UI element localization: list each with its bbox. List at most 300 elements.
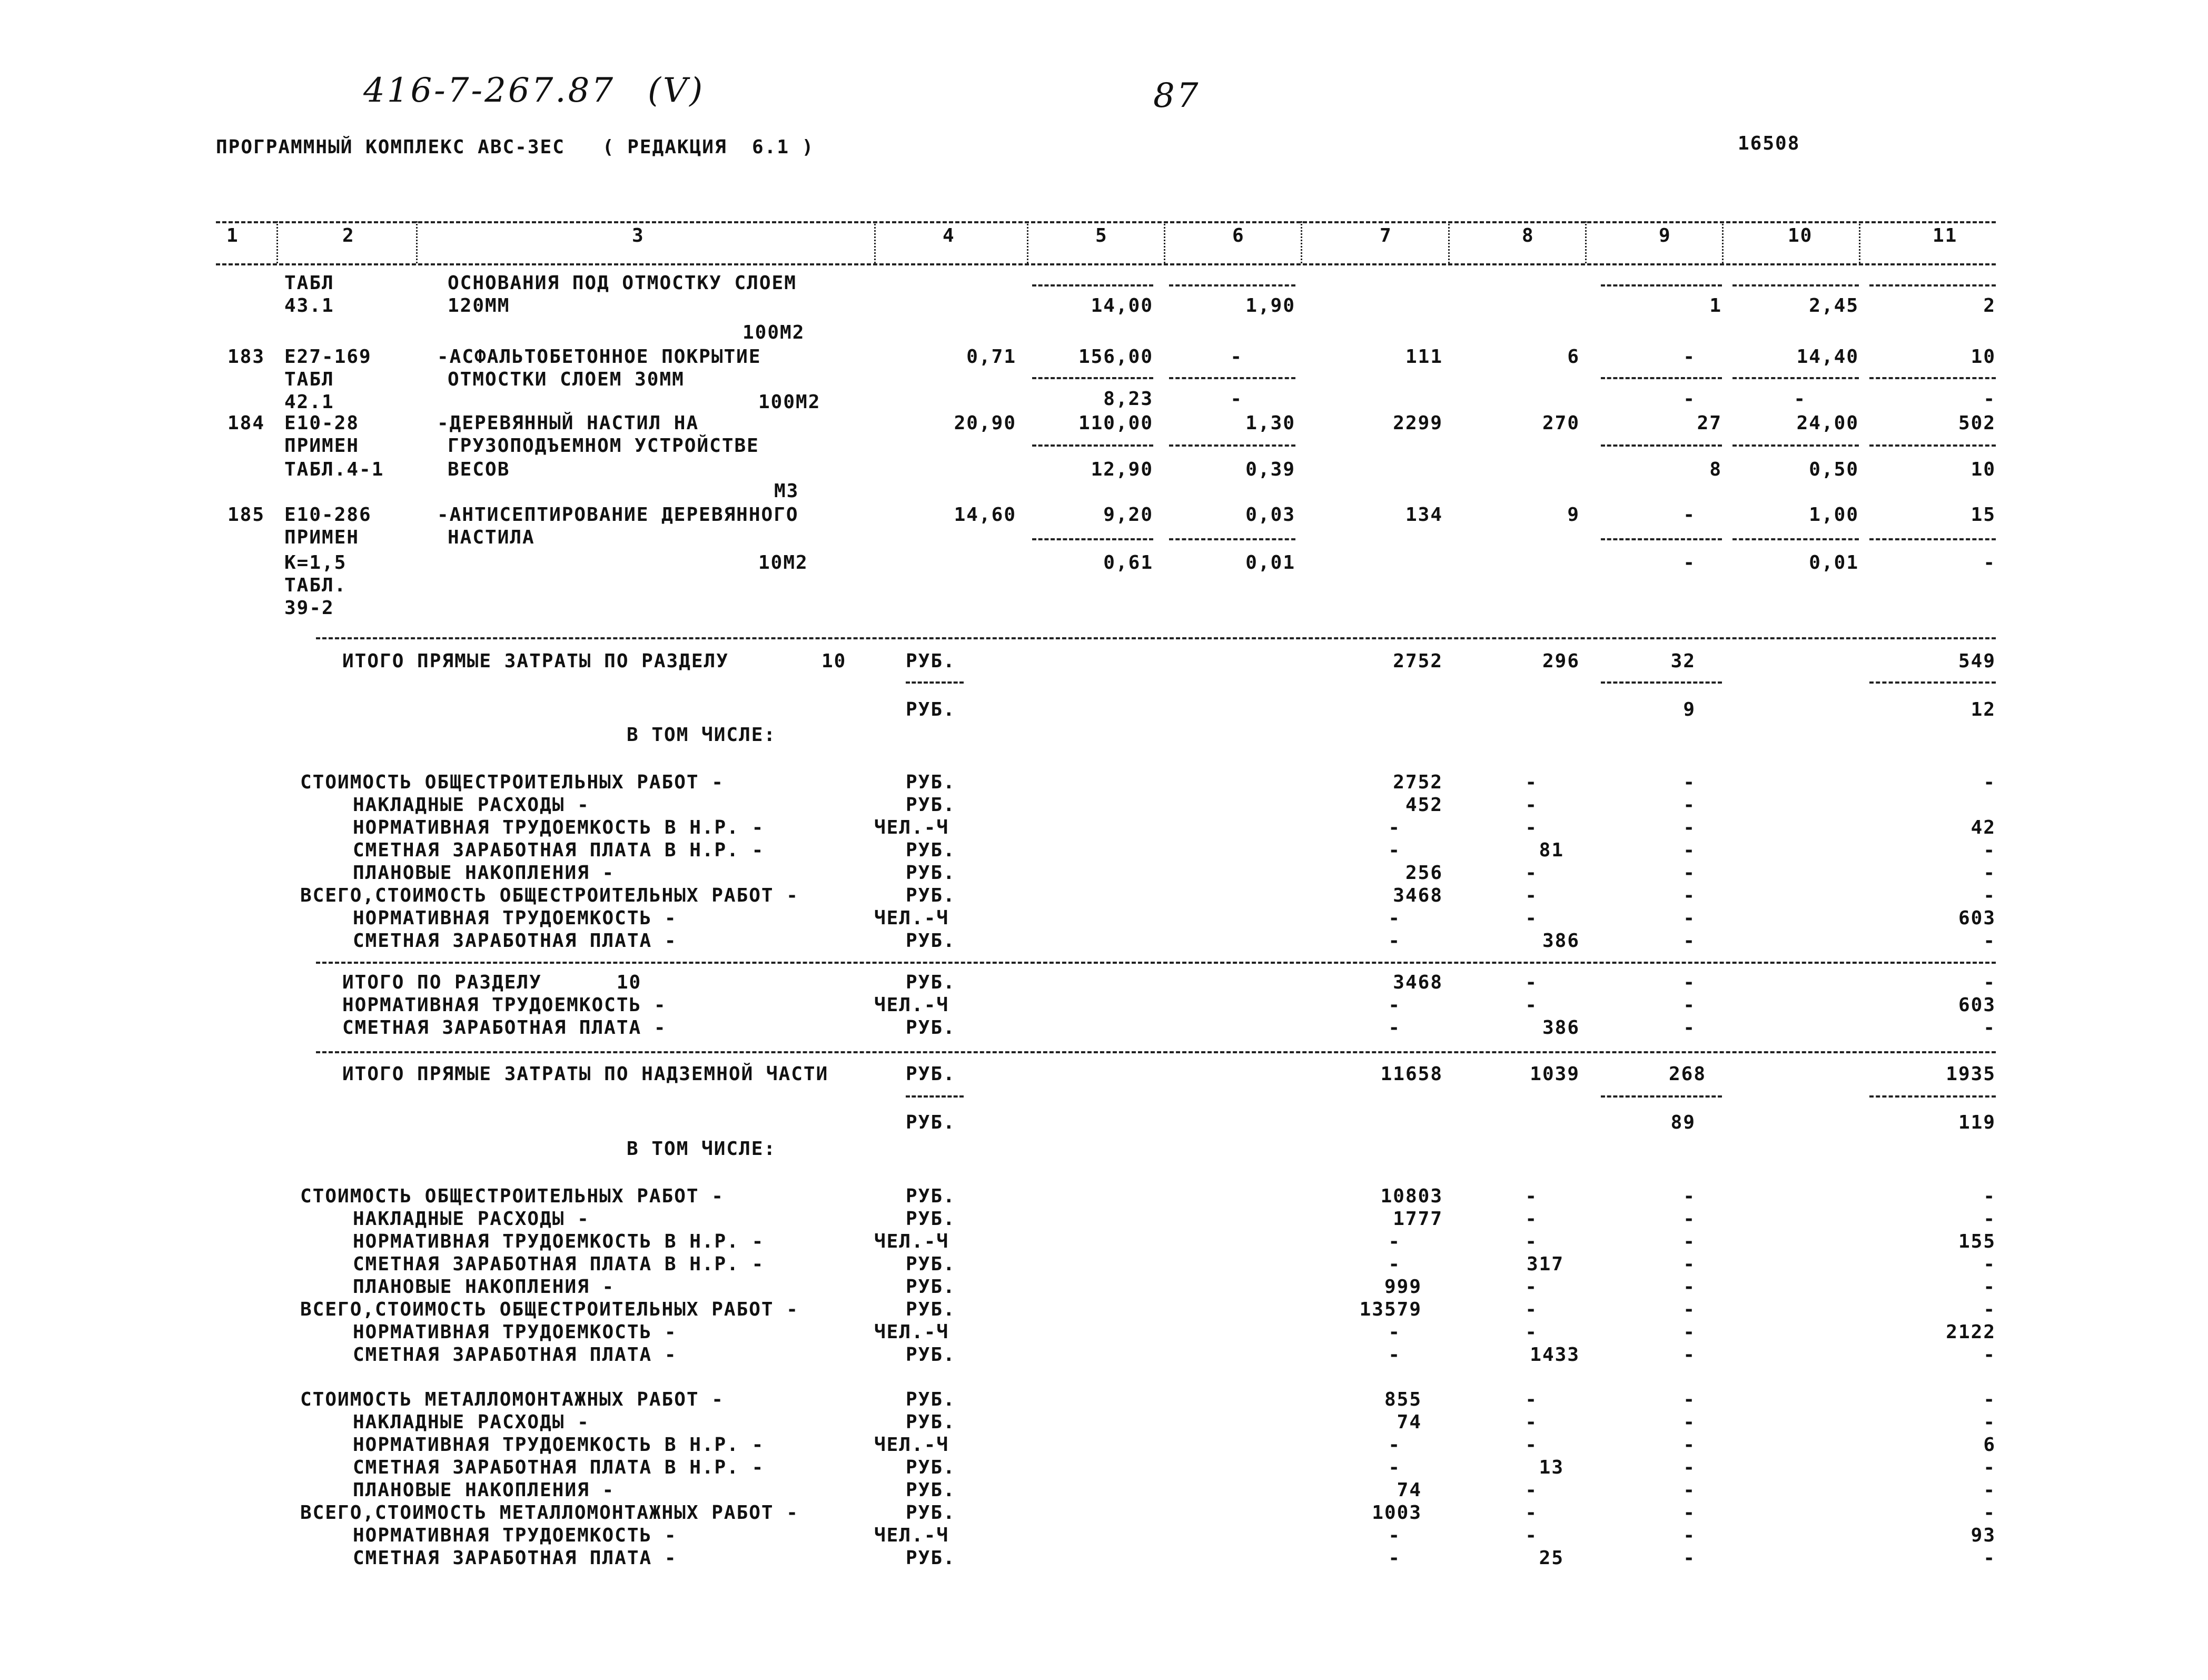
page-number: 87: [1153, 76, 1201, 115]
col-head-9: 9: [1659, 225, 1671, 246]
item-col11-sub: 2: [1983, 295, 1996, 317]
row-label: СМЕТНАЯ ЗАРАБОТНАЯ ПЛАТА -: [353, 930, 677, 952]
row-col11: -: [1983, 1017, 1996, 1039]
item-name-line: ВЕСОВ: [448, 459, 510, 480]
sub-rule: [1169, 538, 1295, 540]
item-unit: 100М2: [742, 322, 805, 343]
row-col7: -: [1388, 930, 1401, 952]
row-col7: 74: [1397, 1411, 1422, 1433]
row-col7: -: [1388, 1321, 1401, 1343]
sub-rule: [1869, 444, 1996, 447]
row-col7: 3468: [1393, 885, 1443, 906]
item-col9-sub: 1: [1709, 295, 1722, 317]
unit-label: РУБ.: [906, 794, 956, 816]
item-col4: 20,90: [954, 412, 1016, 434]
row-col11: -: [1983, 772, 1996, 793]
item-col5-sub: 8,23: [1103, 388, 1153, 410]
row-col11: -: [1983, 1253, 1996, 1275]
row-col9: -: [1683, 1017, 1696, 1039]
including-heading: В ТОМ ЧИСЛЕ:: [627, 1138, 777, 1160]
unit-label: РУБ.: [906, 972, 956, 993]
item-name-line: НАСТИЛА: [448, 527, 535, 548]
sub-rule: [1601, 444, 1722, 447]
row-label: СМЕТНАЯ ЗАРАБОТНАЯ ПЛАТА -: [353, 1547, 677, 1569]
row-col8: 317: [1526, 1253, 1564, 1275]
row-col9: -: [1683, 1208, 1696, 1230]
row-label: НАКЛАДНЫЕ РАСХОДЫ -: [353, 1208, 590, 1230]
item-col9-sub: 8: [1709, 459, 1722, 480]
row-col9: -: [1683, 1253, 1696, 1275]
item-code-line: ТАБЛ.4-1: [284, 459, 384, 480]
unit-label: РУБ.: [906, 699, 956, 720]
item-code-line: ТАБЛ: [284, 369, 334, 390]
row-label: ВСЕГО,СТОИМОСТЬ ОБЩЕСТРОИТЕЛЬНЫХ РАБОТ -: [300, 1299, 799, 1320]
row-col7: 452: [1405, 794, 1443, 816]
row-col7: 256: [1405, 862, 1443, 884]
unit-label: РУБ.: [906, 1389, 956, 1410]
row-label: СМЕТНАЯ ЗАРАБОТНАЯ ПЛАТА В Н.Р. -: [353, 839, 765, 861]
item-col10-sub: -: [1794, 388, 1806, 410]
item-col11-sub: -: [1983, 552, 1996, 574]
row-col7: -: [1388, 907, 1401, 929]
row-label: СТОИМОСТЬ МЕТАЛЛОМОНТАЖНЫХ РАБОТ -: [300, 1389, 724, 1410]
item-name-line: ГРУЗОПОДЪЕМНОМ УСТРОЙСТВЕ: [448, 435, 759, 457]
row-col8: -: [1525, 1479, 1538, 1501]
item-number: 185: [227, 504, 265, 526]
unit-label: РУБ.: [906, 1344, 956, 1366]
item-code-line: К=1,5: [284, 552, 347, 574]
item-col6-sub: 1,90: [1245, 295, 1295, 317]
col-sep: [1301, 221, 1302, 263]
row-col8: 1433: [1530, 1344, 1580, 1366]
total-col8: 1039: [1530, 1063, 1580, 1085]
item-col5-sub: 12,90: [1091, 459, 1153, 480]
row-col7: 10803: [1380, 1185, 1443, 1207]
row-col9: -: [1683, 994, 1696, 1016]
unit-label: РУБ.: [906, 885, 956, 906]
row-col9: -: [1683, 1344, 1696, 1366]
item-code-line: ПРИМЕН: [284, 527, 360, 548]
row-col8: -: [1525, 1185, 1538, 1207]
row-col7: 13579: [1359, 1299, 1422, 1320]
unit-label: РУБ.: [906, 1253, 956, 1275]
row-col11: 42: [1971, 817, 1996, 838]
row-col11: -: [1983, 1344, 1996, 1366]
row-col11: 6: [1983, 1434, 1996, 1456]
item-col10: 1,00: [1809, 504, 1859, 526]
unit-label: ЧЕЛ.-Ч: [874, 994, 949, 1016]
row-col11: -: [1983, 1502, 1996, 1524]
row-col9: -: [1683, 817, 1696, 838]
row-col9: -: [1683, 1411, 1696, 1433]
row-col11: -: [1983, 1276, 1996, 1298]
row-col9: -: [1683, 1547, 1696, 1569]
unit-label: РУБ.: [906, 1547, 956, 1569]
including-heading: В ТОМ ЧИСЛЕ:: [627, 724, 777, 746]
row-col8: 25: [1539, 1547, 1564, 1569]
item-col7: 134: [1405, 504, 1443, 526]
row-col11: -: [1983, 930, 1996, 952]
row-label: СМЕТНАЯ ЗАРАБОТНАЯ ПЛАТА -: [353, 1344, 677, 1366]
row-col9: -: [1683, 1185, 1696, 1207]
total-label: ИТОГО ПРЯМЫЕ ЗАТРАТЫ ПО РАЗДЕЛУ: [342, 650, 729, 672]
col-sep: [1585, 221, 1587, 263]
item-col6: 0,03: [1245, 504, 1295, 526]
row-col11: 155: [1958, 1231, 1996, 1252]
row-label: НОРМАТИВНАЯ ТРУДОЕМКОСТЬ -: [353, 907, 677, 929]
row-col8: 386: [1542, 930, 1580, 952]
row-col7: 855: [1384, 1389, 1422, 1410]
section-rule: [316, 637, 1996, 639]
col-head-3: 3: [632, 225, 645, 246]
item-col6: 1,30: [1245, 412, 1295, 434]
sub-rule: [1169, 377, 1295, 379]
row-col8: -: [1525, 1231, 1538, 1252]
row-col9: -: [1683, 839, 1696, 861]
total-col9: 32: [1670, 650, 1696, 672]
item-name-line: -АНТИСЕПТИРОВАНИЕ ДЕРЕВЯННОГО: [437, 504, 799, 526]
col-head-2: 2: [342, 225, 355, 246]
row-col11: -: [1983, 839, 1996, 861]
row-col8: -: [1525, 972, 1538, 993]
row-col9: -: [1683, 885, 1696, 906]
unit-label: ЧЕЛ.-Ч: [874, 1525, 949, 1546]
item-col9-sub: -: [1683, 552, 1696, 574]
item-col11-sub: 10: [1971, 459, 1996, 480]
item-code-line: ТАБЛ: [284, 272, 334, 294]
row-col7: 1777: [1393, 1208, 1443, 1230]
sheet-id: 16508: [1738, 133, 1800, 154]
item-col9: -: [1683, 346, 1696, 368]
sub-rule: [1032, 538, 1153, 540]
row-col7: 1003: [1372, 1502, 1422, 1524]
document-code: 416-7-267.87: [363, 71, 616, 110]
total-col11: 549: [1958, 650, 1996, 672]
row-col8: -: [1525, 1208, 1538, 1230]
item-col6: -: [1230, 346, 1243, 368]
row-col8: -: [1525, 1525, 1538, 1546]
unit-label: ЧЕЛ.-Ч: [874, 1434, 949, 1456]
row-col9: -: [1683, 972, 1696, 993]
item-col9: 27: [1697, 412, 1722, 434]
item-unit: 10М2: [758, 552, 808, 574]
col-head-4: 4: [943, 225, 955, 246]
row-label: НАКЛАДНЫЕ РАСХОДЫ -: [353, 1411, 590, 1433]
item-col5: 156,00: [1078, 346, 1153, 368]
unit-label: РУБ.: [906, 650, 956, 672]
item-col8: 6: [1567, 346, 1580, 368]
col-head-7: 7: [1380, 225, 1392, 246]
row-col11: -: [1983, 1185, 1996, 1207]
row-col7: -: [1388, 1017, 1401, 1039]
col-sep: [874, 221, 876, 263]
unit-label: РУБ.: [906, 1479, 956, 1501]
row-col7: 3468: [1393, 972, 1443, 993]
col-sep: [1448, 221, 1450, 263]
item-col10-sub: 0,01: [1809, 552, 1859, 574]
unit-label: РУБ.: [906, 1185, 956, 1207]
sub-rule: [1032, 377, 1153, 379]
row-col7: -: [1388, 994, 1401, 1016]
row-col11: 93: [1971, 1525, 1996, 1546]
row-label: ПЛАНОВЫЕ НАКОПЛЕНИЯ -: [353, 1276, 615, 1298]
unit-label: ЧЕЛ.-Ч: [874, 817, 949, 838]
col-sep: [416, 221, 418, 263]
sub-rule: [1869, 284, 1996, 286]
unit-label: РУБ.: [906, 1112, 956, 1133]
row-col11: -: [1983, 1208, 1996, 1230]
col-head-11: 11: [1933, 225, 1958, 246]
item-col11: 502: [1958, 412, 1996, 434]
item-col4: 14,60: [954, 504, 1016, 526]
item-col8: 270: [1542, 412, 1580, 434]
row-label: НОРМАТИВНАЯ ТРУДОЕМКОСТЬ В Н.Р. -: [353, 1231, 765, 1252]
sub-rule: [1169, 444, 1295, 447]
row-col8: 81: [1539, 839, 1564, 861]
row-col9: -: [1683, 1434, 1696, 1456]
row-col7: -: [1388, 1344, 1401, 1366]
row-col9: -: [1683, 1231, 1696, 1252]
item-name-line: ОТМОСТКИ СЛОЕМ 30ММ: [448, 369, 685, 390]
row-col8: -: [1525, 772, 1538, 793]
row-col11: 603: [1958, 907, 1996, 929]
item-col7: 111: [1405, 346, 1443, 368]
row-label: НОРМАТИВНАЯ ТРУДОЕМКОСТЬ -: [353, 1321, 677, 1343]
row-col8: -: [1525, 994, 1538, 1016]
unit-label: ЧЕЛ.-Ч: [874, 1321, 949, 1343]
total-col11-sub: 119: [1958, 1112, 1996, 1133]
unit-label: РУБ.: [906, 1502, 956, 1524]
row-col9: -: [1683, 794, 1696, 816]
item-code-line: Е27-169: [284, 346, 372, 368]
sub-rule: [1601, 1095, 1722, 1098]
item-code-line: Е10-28: [284, 412, 360, 434]
row-col8: -: [1525, 1502, 1538, 1524]
sub-rule: [1869, 681, 1996, 684]
total-label: ИТОГО ПРЯМЫЕ ЗАТРАТЫ ПО НАДЗЕМНОЙ ЧАСТИ: [342, 1063, 829, 1085]
row-col9: -: [1683, 772, 1696, 793]
row-col11: 2122: [1946, 1321, 1996, 1343]
item-col7: 2299: [1393, 412, 1443, 434]
row-col7: -: [1388, 1253, 1401, 1275]
unit-label: РУБ.: [906, 1276, 956, 1298]
item-col5-sub: 14,00: [1091, 295, 1153, 317]
table-top-rule: [216, 221, 1996, 223]
col-head-8: 8: [1522, 225, 1534, 246]
row-col7: -: [1388, 1231, 1401, 1252]
sub-rule: [1869, 1095, 1996, 1098]
row-col11: -: [1983, 885, 1996, 906]
item-col11-sub: -: [1983, 388, 1996, 410]
row-col9: -: [1683, 1276, 1696, 1298]
sub-rule: [1601, 538, 1722, 540]
row-col11: -: [1983, 862, 1996, 884]
row-label: ВСЕГО,СТОИМОСТЬ МЕТАЛЛОМОНТАЖНЫХ РАБОТ -: [300, 1502, 799, 1524]
item-col8: 9: [1567, 504, 1580, 526]
unit-label: РУБ.: [906, 930, 956, 952]
sub-rule: [906, 681, 964, 684]
col-head-1: 1: [226, 225, 239, 246]
item-col9-sub: -: [1683, 388, 1696, 410]
col-sep: [1027, 221, 1028, 263]
sub-rule: [1732, 538, 1859, 540]
unit-label: РУБ.: [906, 1457, 956, 1478]
total-col9: 268: [1668, 1063, 1706, 1085]
row-col9: -: [1683, 1525, 1696, 1546]
row-col8: -: [1525, 1434, 1538, 1456]
row-label: ПЛАНОВЫЕ НАКОПЛЕНИЯ -: [353, 1479, 615, 1501]
row-col8: -: [1525, 794, 1538, 816]
item-code-line: ТАБЛ.: [284, 575, 347, 596]
item-col10-sub: 0,50: [1809, 459, 1859, 480]
unit-label: ЧЕЛ.-Ч: [874, 907, 949, 929]
row-col9: -: [1683, 930, 1696, 952]
item-unit: 100М2: [758, 391, 821, 413]
row-label: СТОИМОСТЬ ОБЩЕСТРОИТЕЛЬНЫХ РАБОТ -: [300, 1185, 724, 1207]
row-col7: 2752: [1393, 772, 1443, 793]
unit-label: РУБ.: [906, 1208, 956, 1230]
row-col7: -: [1388, 817, 1401, 838]
col-sep: [1164, 221, 1165, 263]
item-name-line: 120ММ: [448, 295, 510, 317]
row-col7: -: [1388, 1547, 1401, 1569]
item-col5-sub: 0,61: [1103, 552, 1153, 574]
col-sep: [1722, 221, 1724, 263]
row-col11: -: [1983, 1479, 1996, 1501]
total-col11-sub: 12: [1971, 699, 1996, 720]
row-col8: 13: [1539, 1457, 1564, 1478]
sub-rule: [1601, 284, 1722, 286]
row-col9: -: [1683, 1479, 1696, 1501]
row-label: СТОИМОСТЬ ОБЩЕСТРОИТЕЛЬНЫХ РАБОТ -: [300, 772, 724, 793]
row-col9: -: [1683, 1321, 1696, 1343]
document-mark: (V): [648, 71, 705, 110]
row-col8: -: [1525, 817, 1538, 838]
row-label: СМЕТНАЯ ЗАРАБОТНАЯ ПЛАТА В Н.Р. -: [353, 1253, 765, 1275]
item-col6-sub: 0,01: [1245, 552, 1295, 574]
item-col10: 24,00: [1796, 412, 1859, 434]
row-col11: 603: [1958, 994, 1996, 1016]
sub-rule: [1601, 377, 1722, 379]
row-col8: -: [1525, 907, 1538, 929]
row-col7: -: [1388, 1457, 1401, 1478]
sub-rule: [1032, 444, 1153, 447]
sub-rule: [1169, 284, 1295, 286]
sub-rule: [906, 1095, 964, 1098]
col-head-5: 5: [1095, 225, 1108, 246]
row-col9: -: [1683, 1502, 1696, 1524]
row-label: НОРМАТИВНАЯ ТРУДОЕМКОСТЬ -: [353, 1525, 677, 1546]
row-label: СМЕТНАЯ ЗАРАБОТНАЯ ПЛАТА -: [342, 1017, 667, 1039]
unit-label: РУБ.: [906, 772, 956, 793]
item-number: 183: [227, 346, 265, 368]
sub-rule: [1032, 284, 1153, 286]
row-label: ИТОГО ПО РАЗДЕЛУ 10: [342, 972, 642, 993]
unit-label: ЧЕЛ.-Ч: [874, 1231, 949, 1252]
sub-rule: [1732, 444, 1859, 447]
sub-rule: [1732, 377, 1859, 379]
section-number: 10: [821, 650, 847, 672]
total-col9-sub: 89: [1670, 1112, 1696, 1133]
section-rule: [316, 962, 1996, 964]
row-col8: -: [1525, 862, 1538, 884]
sub-rule: [1869, 538, 1996, 540]
section-rule: [316, 1051, 1996, 1053]
row-col7: -: [1388, 1525, 1401, 1546]
row-col8: -: [1525, 1299, 1538, 1320]
col-sep: [276, 221, 278, 263]
item-col11: 15: [1971, 504, 1996, 526]
sub-rule: [1601, 681, 1722, 684]
unit-label: РУБ.: [906, 839, 956, 861]
item-code-line: 39-2: [284, 597, 334, 619]
unit-label: РУБ.: [906, 1017, 956, 1039]
item-col10-sub: 2,45: [1809, 295, 1859, 317]
item-col5: 110,00: [1078, 412, 1153, 434]
row-col7: -: [1388, 1434, 1401, 1456]
item-code-line: ПРИМЕН: [284, 435, 360, 457]
row-label: ПЛАНОВЫЕ НАКОПЛЕНИЯ -: [353, 862, 615, 884]
row-col9: -: [1683, 907, 1696, 929]
row-col8: -: [1525, 1411, 1538, 1433]
col-head-10: 10: [1788, 225, 1813, 246]
total-col8: 296: [1542, 650, 1580, 672]
row-col8: -: [1525, 885, 1538, 906]
total-col7: 2752: [1393, 650, 1443, 672]
row-col11: -: [1983, 1547, 1996, 1569]
col-sep: [1859, 221, 1860, 263]
row-col9: -: [1683, 1457, 1696, 1478]
item-number: 184: [227, 412, 265, 434]
header-bottom-rule: [216, 263, 1996, 265]
row-col8: 386: [1542, 1017, 1580, 1039]
row-col11: -: [1983, 1411, 1996, 1433]
row-col8: -: [1525, 1276, 1538, 1298]
row-label: НАКЛАДНЫЕ РАСХОДЫ -: [353, 794, 590, 816]
item-code-line: 42.1: [284, 391, 334, 413]
total-col7: 11658: [1380, 1063, 1443, 1085]
row-col9: -: [1683, 862, 1696, 884]
row-col11: -: [1983, 1457, 1996, 1478]
row-col11: -: [1983, 972, 1996, 993]
row-label: НОРМАТИВНАЯ ТРУДОЕМКОСТЬ -: [342, 994, 667, 1016]
sub-rule: [1732, 284, 1859, 286]
item-col6-sub: 0,39: [1245, 459, 1295, 480]
item-name-line: -АСФАЛЬТОБЕТОННОЕ ПОКРЫТИЕ: [437, 346, 761, 368]
row-col9: -: [1683, 1389, 1696, 1410]
row-col7: -: [1388, 839, 1401, 861]
row-col9: -: [1683, 1299, 1696, 1320]
item-unit: М3: [774, 480, 799, 502]
total-col11: 1935: [1946, 1063, 1996, 1085]
unit-label: РУБ.: [906, 1063, 956, 1085]
sub-rule: [1869, 377, 1996, 379]
row-col8: -: [1525, 1321, 1538, 1343]
total-col9-sub: 9: [1683, 699, 1696, 720]
item-col11: 10: [1971, 346, 1996, 368]
row-label: ВСЕГО,СТОИМОСТЬ ОБЩЕСТРОИТЕЛЬНЫХ РАБОТ -: [300, 885, 799, 906]
item-col10: 14,40: [1796, 346, 1859, 368]
row-col8: -: [1525, 1389, 1538, 1410]
unit-label: РУБ.: [906, 1411, 956, 1433]
unit-label: РУБ.: [906, 1299, 956, 1320]
item-col9: -: [1683, 504, 1696, 526]
program-title: ПРОГРАММНЫЙ КОМПЛЕКС АВС-3ЕС ( РЕДАКЦИЯ 6.1 ): [216, 136, 815, 158]
col-head-6: 6: [1232, 225, 1245, 246]
unit-label: РУБ.: [906, 862, 956, 884]
row-col11: -: [1983, 1389, 1996, 1410]
item-col4: 0,71: [966, 346, 1016, 368]
